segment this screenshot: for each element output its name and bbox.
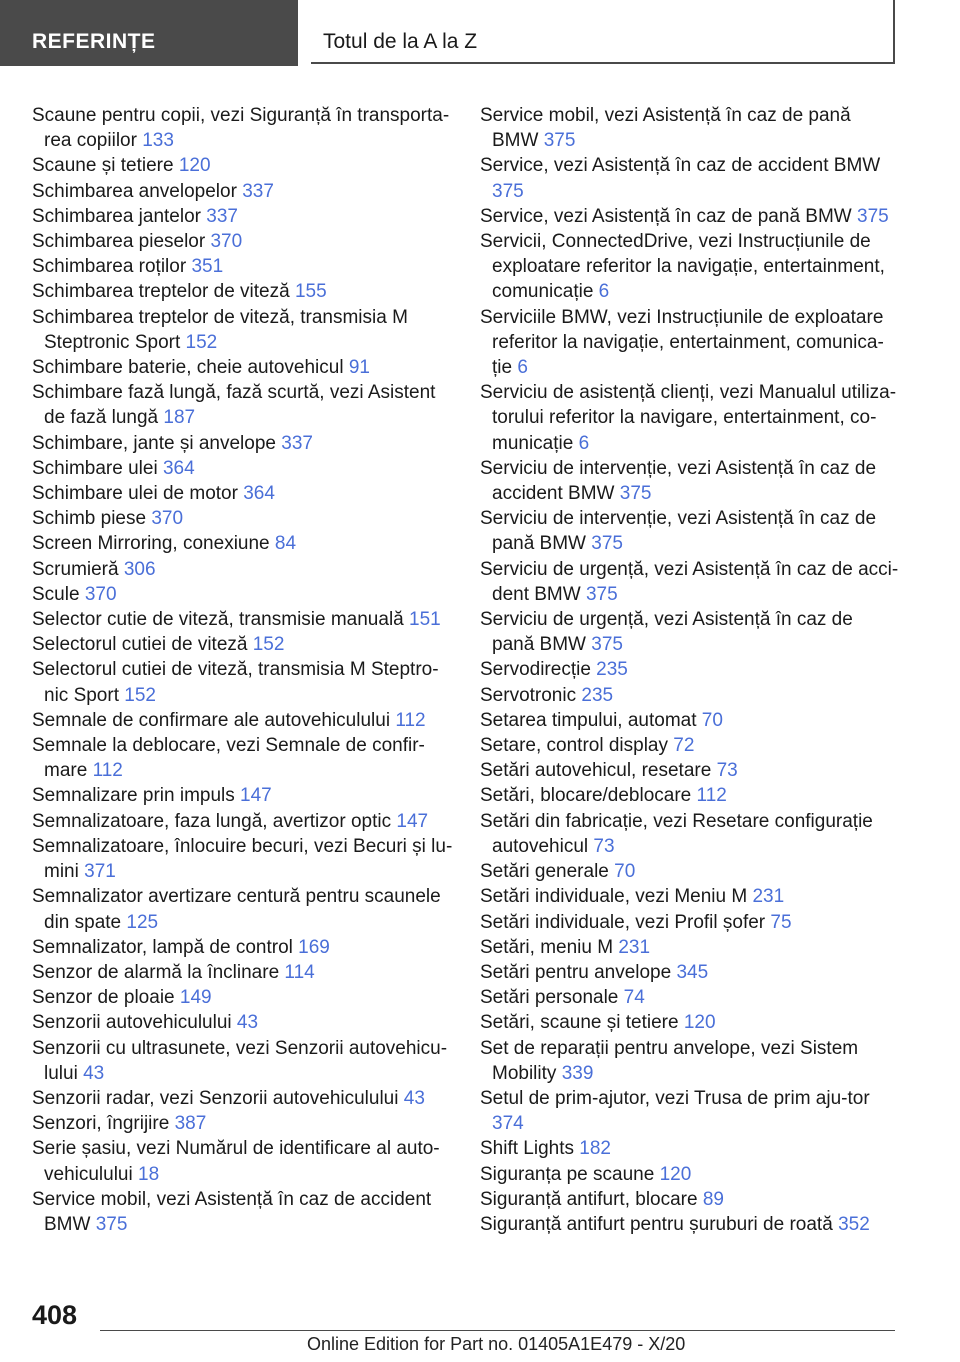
page-reference-link[interactable]: 375 <box>585 583 618 605</box>
index-entry <box>32 229 454 254</box>
page-reference-link[interactable]: 120 <box>178 155 211 177</box>
index-entry-text: Servotronic <box>480 684 577 706</box>
index-entry <box>480 456 900 506</box>
index-entry <box>32 103 454 153</box>
index-entry-text: Scrumieră <box>32 558 119 580</box>
index-entry-text: Senzori, îngrijire <box>32 1113 170 1135</box>
page-reference-link[interactable]: 147 <box>240 785 272 807</box>
page-reference-link[interactable]: 364 <box>162 457 195 479</box>
index-entry <box>32 1111 454 1136</box>
page-reference-link[interactable]: 73 <box>593 835 615 857</box>
page-reference-link[interactable]: 351 <box>191 256 224 278</box>
index-entry-text: Serviciu de intervenție, vezi Asistență în caz de pană BMW <box>480 508 877 555</box>
index-entry-text: Setări personale <box>480 987 619 1009</box>
index-column-right <box>480 103 900 1237</box>
page-reference-link[interactable]: 112 <box>395 709 426 731</box>
index-entry <box>480 1212 900 1237</box>
index-entry-text: Serviciu de urgență, vezi Asistență în caz de pană BMW <box>480 609 853 656</box>
index-entry-text: Senzorii autovehiculului <box>32 1012 232 1034</box>
page-reference-link[interactable]: 149 <box>179 987 212 1009</box>
page-reference-link[interactable]: 74 <box>623 987 645 1009</box>
index-entry <box>480 506 900 556</box>
index-column-left <box>32 103 454 1237</box>
page-reference-link[interactable]: 370 <box>210 231 243 253</box>
page-reference-link[interactable]: 155 <box>294 281 327 303</box>
page-reference-link[interactable]: 371 <box>84 861 116 883</box>
index-entry <box>32 153 454 178</box>
page-reference-link[interactable]: 231 <box>752 886 785 908</box>
index-entry-text: Setul de prim-ajutor, vezi Trusa de prim aju‐tor <box>480 1087 870 1109</box>
index-entry <box>480 935 900 960</box>
index-entry-text: Setări din fabricație, vezi Resetare configurație autovehicul <box>480 810 873 857</box>
page-reference-link[interactable]: 43 <box>403 1087 425 1109</box>
index-entry-text: Senzorii radar, vezi Senzorii autovehiculului <box>32 1087 399 1109</box>
page-reference-link[interactable]: 152 <box>185 331 218 353</box>
index-entry <box>32 481 454 506</box>
page-reference-link[interactable]: 375 <box>591 533 623 555</box>
page-reference-link[interactable]: 43 <box>83 1062 105 1084</box>
index-entry <box>32 531 454 556</box>
index-entry <box>32 506 454 531</box>
index-entry <box>32 355 454 380</box>
page-reference-link[interactable]: 231 <box>618 936 651 958</box>
index-entry-text: Senzor de alarmă la înclinare <box>32 961 280 983</box>
index-entry-text: Set de reparații pentru anvelope, vezi Sistem Mobility <box>480 1037 859 1084</box>
index-entry-text: Schimbarea jantelor <box>32 205 201 227</box>
index-entry <box>32 254 454 279</box>
index-entry-text: Service, vezi Asistență în caz de pană BMW <box>480 205 852 227</box>
index-entry <box>480 380 900 456</box>
index-entry-text: Setare, control display <box>480 735 668 757</box>
index-entry <box>32 179 454 204</box>
index-entry-text: Selectorul cutiei de viteză, transmisia M Steptro‐nic Sport <box>32 659 439 706</box>
page-reference-link[interactable]: 345 <box>676 961 709 983</box>
page-reference-link[interactable]: 375 <box>492 180 524 202</box>
index-entry <box>32 884 454 934</box>
index-entry <box>32 607 454 632</box>
index-entry-text: Setări generale <box>480 861 609 883</box>
index-entry <box>480 683 900 708</box>
index-entry <box>480 985 900 1010</box>
index-entry <box>480 229 900 305</box>
index-entry <box>32 557 454 582</box>
index-entry-text: Semnalizare prin impuls <box>32 785 235 807</box>
chapter-title: Totul de la A la Z <box>311 0 895 64</box>
index-entry-text: Servodirecție <box>480 659 591 681</box>
page-reference-link[interactable]: 75 <box>770 911 792 933</box>
index-entry-text: Setări pentru anvelope <box>480 961 672 983</box>
index-entry <box>32 834 454 884</box>
index-entry-text: Setări autovehicul, resetare <box>480 760 712 782</box>
index-entry <box>32 632 454 657</box>
page-header <box>0 0 960 66</box>
index-entry <box>480 557 900 607</box>
index-entry <box>32 279 454 304</box>
index-entry <box>480 809 900 859</box>
index-entry-text: Schimbare fază lungă, fază scurtă, vezi Asistent de fază lungă <box>32 382 436 429</box>
index-entry <box>32 657 454 707</box>
index-entry-text: Serviciu de urgență, vezi Asistență în caz de acci‐dent BMW <box>480 558 899 605</box>
index-entry <box>32 1086 454 1111</box>
index-entry-text: Senzorii cu ultrasunete, vezi Senzorii autovehicu‐lului <box>32 1037 448 1084</box>
page-reference-link[interactable]: 91 <box>348 357 370 379</box>
index-entry <box>480 859 900 884</box>
page-reference-link[interactable]: 374 <box>492 1113 524 1135</box>
index-entry-text: Semnalizator avertizare centură pentru scaunele din spate <box>32 886 441 933</box>
page-reference-link[interactable]: 235 <box>596 659 628 681</box>
index-entry-text: Setări individuale, vezi Profil șofer <box>480 911 766 933</box>
index-entry <box>32 1010 454 1035</box>
index-entry <box>32 960 454 985</box>
index-entry <box>32 733 454 783</box>
index-entry-text: Service mobil, vezi Asistență în caz de accident BMW <box>32 1188 432 1235</box>
index-entry-text: Scule <box>32 583 80 605</box>
index-entry-text: Shift Lights <box>480 1138 574 1160</box>
page-reference-link[interactable]: 70 <box>701 709 723 731</box>
page-reference-link[interactable]: 375 <box>857 205 889 227</box>
index-entry <box>32 985 454 1010</box>
index-entry <box>32 380 454 430</box>
index-entry-text: Serviciile BMW, vezi Instrucțiunile de exploatare referitor la navigație, entertainment, comunica‐ție <box>480 306 884 379</box>
page-reference-link[interactable]: 337 <box>281 432 313 454</box>
index-entry-text: Service, vezi Asistență în caz de accident BMW <box>480 155 881 177</box>
index-entry-text: Siguranța pe scaune <box>480 1163 655 1185</box>
index-entry <box>32 783 454 808</box>
page-reference-link[interactable]: 364 <box>243 483 275 505</box>
page-reference-link[interactable]: 370 <box>151 508 184 530</box>
index-entry <box>480 607 900 657</box>
index-entry-text: Scaune și tetiere <box>32 155 174 177</box>
index-entry-text: Serviciu de asistență clienți, vezi Manualul utiliza‐torului referitor la navigare, entertainment, co‐municație <box>480 382 897 454</box>
index-entry-text: Scaune pentru copii, vezi Siguranță în transporta‐rea copiilor <box>32 105 450 152</box>
index-entry-text: Schimb piese <box>32 508 147 530</box>
index-entry-text: Setări individuale, vezi Meniu M <box>480 886 748 908</box>
index-entry <box>480 1136 900 1161</box>
footer-divider <box>100 1330 895 1331</box>
index-entry <box>480 103 900 153</box>
index-entry-text: Semnale de confirmare ale autovehiculului <box>32 709 391 731</box>
page-reference-link[interactable]: 375 <box>95 1213 128 1235</box>
page-reference-link[interactable]: 169 <box>298 936 330 958</box>
page-reference-link[interactable]: 187 <box>163 407 196 429</box>
index-entry-text: Setări, blocare/deblocare <box>480 785 692 807</box>
page-reference-link[interactable]: 6 <box>578 432 590 454</box>
page-reference-link[interactable]: 43 <box>236 1012 259 1034</box>
page-reference-link[interactable]: 84 <box>274 533 297 555</box>
index-entry <box>480 708 900 733</box>
index-entry <box>480 204 900 229</box>
page-reference-link[interactable]: 125 <box>126 911 159 933</box>
index-entry-text: Semnalizatoare, faza lungă, avertizor optic <box>32 810 392 832</box>
page-reference-link[interactable]: 114 <box>284 961 315 983</box>
index-entry <box>480 1086 900 1136</box>
page-reference-link[interactable]: 72 <box>673 735 695 757</box>
page-number: 408 <box>32 1300 78 1330</box>
index-entry-text: Servicii, ConnectedDrive, vezi Instrucțiunile de exploatare referitor la navigație, entertainment, comunicație <box>480 231 885 303</box>
index-entry-text: Selectorul cutiei de viteză <box>32 634 248 656</box>
index-entry <box>32 204 454 229</box>
index-entry-text: Schimbare ulei de motor <box>32 483 238 505</box>
index-entry <box>480 884 900 909</box>
index-entry-text: Service mobil, vezi Asistență în caz de pană BMW <box>480 105 851 152</box>
index-entry-text: Siguranță antifurt pentru șuruburi de roată <box>480 1213 833 1235</box>
index-entry <box>480 305 900 381</box>
index-entry <box>32 809 454 834</box>
page-reference-link[interactable]: 152 <box>252 634 285 656</box>
index-entry <box>480 153 900 203</box>
page-reference-link[interactable]: 18 <box>138 1163 160 1185</box>
index-entry <box>32 708 454 733</box>
index-entry-text: Screen Mirroring, conexiune <box>32 533 270 555</box>
page-reference-link[interactable]: 147 <box>396 810 429 832</box>
index-entry <box>480 733 900 758</box>
index-entry <box>32 456 454 481</box>
index-entry-text: Schimbare baterie, cheie autovehicul <box>32 357 344 379</box>
page-reference-link[interactable]: 151 <box>409 609 441 631</box>
index-entry-text: Semnalizator, lampă de control <box>32 936 293 958</box>
index-entry-text: Serie șasiu, vezi Numărul de identificare al auto‐vehiculului <box>32 1138 440 1185</box>
index-entry <box>32 582 454 607</box>
index-entry-text: Schimbare, jante și anvelope <box>32 432 276 454</box>
index-entry-text: Setarea timpului, automat <box>480 709 697 731</box>
page-reference-link[interactable]: 375 <box>543 130 576 152</box>
page-reference-link[interactable]: 306 <box>123 558 156 580</box>
index-entry-text: Schimbarea treptelor de viteză <box>32 281 290 303</box>
index-entry <box>32 305 454 355</box>
index-entry-text: Schimbare ulei <box>32 457 158 479</box>
page-reference-link[interactable]: 133 <box>142 130 174 152</box>
page-reference-link[interactable]: 387 <box>174 1113 207 1135</box>
index-entry-text: Semnalizatoare, înlocuire becuri, vezi Becuri și lu‐mini <box>32 835 453 883</box>
index-entry-text: Serviciu de intervenție, vezi Asistență în caz de accident BMW <box>480 457 877 505</box>
edition-note: Online Edition for Part no. 01405A1E479 - X/20 <box>307 1334 686 1354</box>
index-entry <box>480 1010 900 1035</box>
page-reference-link[interactable]: 337 <box>206 205 238 227</box>
page-reference-link[interactable]: 182 <box>579 1138 611 1160</box>
index-entry-text: Schimbarea roților <box>32 256 187 278</box>
page-reference-link[interactable]: 375 <box>619 483 652 505</box>
index-entry-text: Schimbarea pieselor <box>32 231 206 253</box>
page-reference-link[interactable]: 375 <box>591 634 623 656</box>
page-reference-link[interactable]: 339 <box>561 1062 594 1084</box>
index-entry-text: Setări, meniu M <box>480 936 614 958</box>
index-entry <box>32 1136 454 1186</box>
page-reference-link[interactable]: 89 <box>702 1188 724 1210</box>
index-entry-text: Siguranță antifurt, blocare <box>480 1188 698 1210</box>
index-entry <box>480 783 900 808</box>
page-reference-link[interactable]: 6 <box>598 281 610 303</box>
index-entry-text: Semnale la deblocare, vezi Semnale de confir‐mare <box>32 735 425 782</box>
index-entry <box>480 1162 900 1187</box>
section-title: REFERINȚE <box>0 0 298 66</box>
index-entry <box>32 1036 454 1086</box>
index-entry <box>32 935 454 960</box>
page-reference-link[interactable]: 6 <box>517 357 528 379</box>
index-entry <box>32 431 454 456</box>
index-entry <box>480 758 900 783</box>
page-reference-link[interactable]: 370 <box>84 583 117 605</box>
page-reference-link[interactable]: 352 <box>838 1213 870 1235</box>
page-reference-link[interactable]: 120 <box>659 1163 692 1185</box>
index-entry-text: Schimbarea anvelopelor <box>32 180 237 202</box>
index-entry <box>480 1187 900 1212</box>
page-reference-link[interactable]: 152 <box>124 684 156 706</box>
index-entry <box>32 1187 454 1237</box>
index-entry <box>480 1036 900 1086</box>
index-entry <box>480 657 900 682</box>
page-reference-link[interactable]: 120 <box>683 1012 716 1034</box>
page-reference-link[interactable]: 112 <box>696 785 727 807</box>
page-reference-link[interactable]: 235 <box>581 684 614 706</box>
page-reference-link[interactable]: 73 <box>716 760 738 782</box>
index-entry-text: Setări, scaune și tetiere <box>480 1012 679 1034</box>
index-entry-text: Schimbarea treptelor de viteză, transmisia M Steptronic Sport <box>32 306 408 353</box>
index-entry <box>480 910 900 935</box>
page-reference-link[interactable]: 112 <box>92 760 123 782</box>
index-entry-text: Senzor de ploaie <box>32 987 175 1009</box>
index-entry-text: Selector cutie de viteză, transmisie manuală <box>32 609 404 631</box>
page-reference-link[interactable]: 70 <box>614 861 636 883</box>
index-entry <box>480 960 900 985</box>
page-reference-link[interactable]: 337 <box>242 180 274 202</box>
